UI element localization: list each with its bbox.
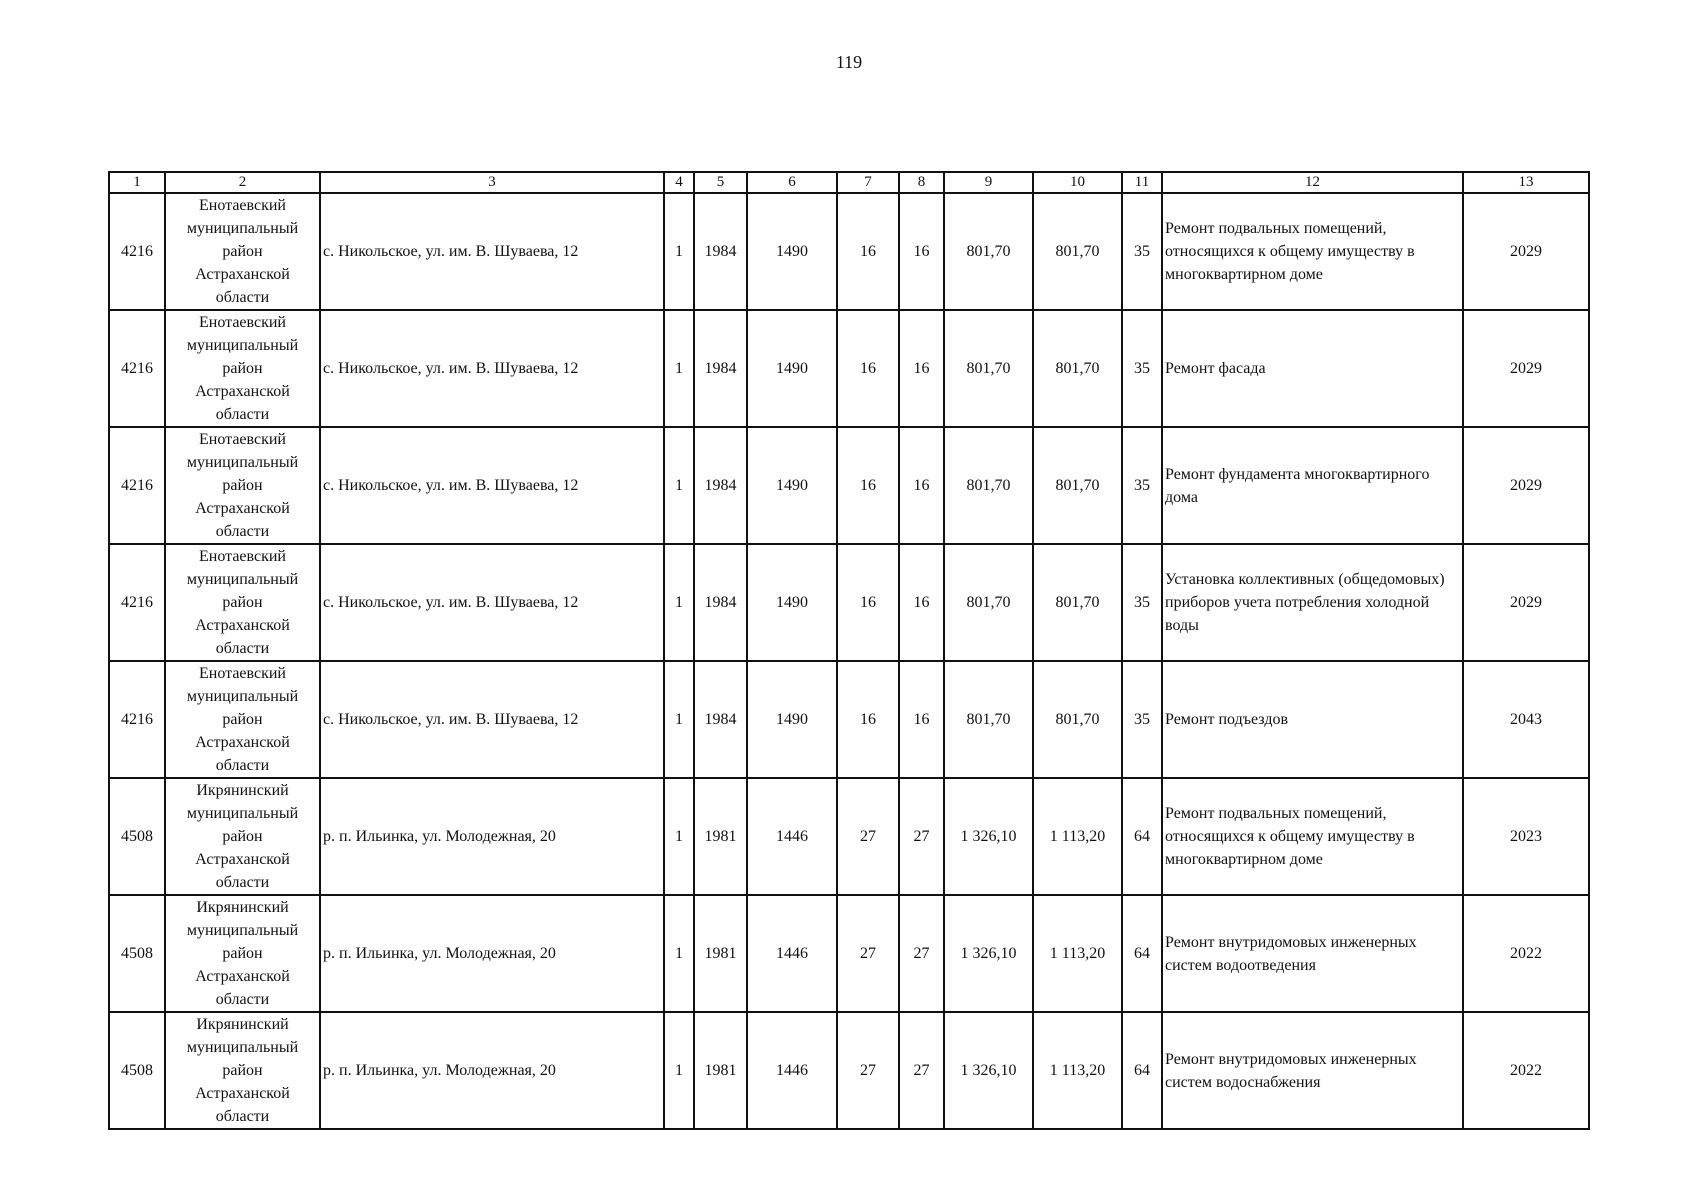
district-line: район bbox=[222, 360, 263, 377]
district-line: Енотаевский bbox=[199, 431, 286, 448]
district-line: Астраханской bbox=[195, 851, 290, 868]
address-cell: р. п. Ильинка, ул. Молодежная, 20 bbox=[320, 778, 664, 895]
planned-year-cell: 2043 bbox=[1463, 661, 1589, 778]
district-line: Икрянинский bbox=[196, 899, 289, 916]
column-6-cell: 1446 bbox=[747, 1012, 837, 1129]
district-line: области bbox=[215, 1108, 270, 1125]
column-11-cell: 64 bbox=[1122, 778, 1162, 895]
living-area-cell: 801,70 bbox=[1033, 193, 1122, 310]
district-line: муниципальный bbox=[186, 922, 299, 939]
district-cell bbox=[165, 1012, 320, 1129]
district-line: Астраханской bbox=[195, 500, 290, 517]
planned-year-cell: 2029 bbox=[1463, 544, 1589, 661]
column-8-cell: 27 bbox=[899, 778, 944, 895]
year-built-cell: 1984 bbox=[694, 310, 747, 427]
district-line: Енотаевский bbox=[199, 197, 286, 214]
total-area-cell: 1 326,10 bbox=[944, 895, 1033, 1012]
district-line: Астраханской bbox=[195, 1085, 290, 1102]
district-cell bbox=[165, 310, 320, 427]
work-type-cell: Ремонт внутридомовых инженерных систем водоотведения bbox=[1162, 895, 1463, 1012]
column-header: 4 bbox=[664, 172, 694, 193]
district-cell bbox=[165, 544, 320, 661]
column-8-cell: 16 bbox=[899, 427, 944, 544]
year-built-cell: 1984 bbox=[694, 661, 747, 778]
column-7-cell: 27 bbox=[837, 778, 899, 895]
living-area-cell: 1 113,20 bbox=[1033, 895, 1122, 1012]
column-header: 8 bbox=[899, 172, 944, 193]
column-11-cell: 35 bbox=[1122, 310, 1162, 427]
column-4-cell: 1 bbox=[664, 427, 694, 544]
column-8-cell: 16 bbox=[899, 193, 944, 310]
district-line: области bbox=[215, 523, 270, 540]
total-area-cell: 801,70 bbox=[944, 427, 1033, 544]
page-number: 119 bbox=[835, 52, 863, 72]
living-area-cell: 801,70 bbox=[1033, 661, 1122, 778]
planned-year-cell: 2029 bbox=[1463, 427, 1589, 544]
column-4-cell: 1 bbox=[664, 193, 694, 310]
living-area-cell: 801,70 bbox=[1033, 310, 1122, 427]
column-4-cell: 1 bbox=[664, 778, 694, 895]
district-line: области bbox=[215, 406, 270, 423]
living-area-cell: 801,70 bbox=[1033, 544, 1122, 661]
column-header: 2 bbox=[165, 172, 320, 193]
house-id-cell: 4508 bbox=[109, 1012, 165, 1129]
district-line: муниципальный bbox=[186, 454, 299, 471]
column-header: 12 bbox=[1162, 172, 1463, 193]
house-id-cell: 4508 bbox=[109, 895, 165, 1012]
table-row bbox=[109, 895, 1589, 1012]
year-built-cell: 1981 bbox=[694, 895, 747, 1012]
district-line: Астраханской bbox=[195, 968, 290, 985]
living-area-cell: 1 113,20 bbox=[1033, 1012, 1122, 1129]
district-cell bbox=[165, 895, 320, 1012]
district-line: муниципальный bbox=[186, 220, 299, 237]
work-type-cell: Ремонт фасада bbox=[1162, 310, 1463, 427]
work-type-cell: Установка коллективных (общедомовых) приборов учета потребления холодной воды bbox=[1162, 544, 1463, 661]
column-4-cell: 1 bbox=[664, 895, 694, 1012]
district-line: район bbox=[222, 828, 263, 845]
planned-year-cell: 2022 bbox=[1463, 1012, 1589, 1129]
year-built-cell: 1984 bbox=[694, 427, 747, 544]
column-11-cell: 64 bbox=[1122, 1012, 1162, 1129]
district-line: Енотаевский bbox=[199, 314, 286, 331]
column-4-cell: 1 bbox=[664, 1012, 694, 1129]
district-line: Енотаевский bbox=[199, 548, 286, 565]
address-cell: с. Никольское, ул. им. В. Шуваева, 12 bbox=[320, 427, 664, 544]
total-area-cell: 1 326,10 bbox=[944, 778, 1033, 895]
total-area-cell: 801,70 bbox=[944, 310, 1033, 427]
district-line: Астраханской bbox=[195, 266, 290, 283]
district-cell bbox=[165, 661, 320, 778]
district-line: район bbox=[222, 243, 263, 260]
district-line: области bbox=[215, 757, 270, 774]
work-type-cell: Ремонт внутридомовых инженерных систем водоснабжения bbox=[1162, 1012, 1463, 1129]
column-7-cell: 27 bbox=[837, 1012, 899, 1129]
column-header: 11 bbox=[1122, 172, 1162, 193]
column-8-cell: 27 bbox=[899, 1012, 944, 1129]
living-area-cell: 1 113,20 bbox=[1033, 778, 1122, 895]
column-4-cell: 1 bbox=[664, 544, 694, 661]
year-built-cell: 1981 bbox=[694, 1012, 747, 1129]
district-line: район bbox=[222, 1062, 263, 1079]
table-row bbox=[109, 1012, 1589, 1129]
column-header: 10 bbox=[1033, 172, 1122, 193]
table-row bbox=[109, 427, 1589, 544]
column-11-cell: 35 bbox=[1122, 661, 1162, 778]
column-header: 9 bbox=[944, 172, 1033, 193]
district-line: области bbox=[215, 874, 270, 891]
total-area-cell: 801,70 bbox=[944, 544, 1033, 661]
work-type-cell: Ремонт подъездов bbox=[1162, 661, 1463, 778]
address-cell: р. п. Ильинка, ул. Молодежная, 20 bbox=[320, 895, 664, 1012]
total-area-cell: 801,70 bbox=[944, 661, 1033, 778]
column-6-cell: 1446 bbox=[747, 895, 837, 1012]
district-line: район bbox=[222, 477, 263, 494]
house-id-cell: 4216 bbox=[109, 310, 165, 427]
table-row bbox=[109, 310, 1589, 427]
column-number-row bbox=[109, 172, 1589, 193]
table-row bbox=[109, 544, 1589, 661]
district-line: области bbox=[215, 991, 270, 1008]
address-cell: р. п. Ильинка, ул. Молодежная, 20 bbox=[320, 1012, 664, 1129]
column-6-cell: 1446 bbox=[747, 778, 837, 895]
year-built-cell: 1981 bbox=[694, 778, 747, 895]
living-area-cell: 801,70 bbox=[1033, 427, 1122, 544]
table-body bbox=[109, 193, 1589, 1129]
district-cell bbox=[165, 778, 320, 895]
district-line: муниципальный bbox=[186, 1039, 299, 1056]
work-type-cell: Ремонт подвальных помещений, относящихся к общему имуществу в многоквартирном доме bbox=[1162, 778, 1463, 895]
column-7-cell: 16 bbox=[837, 427, 899, 544]
column-header: 3 bbox=[320, 172, 664, 193]
district-line: муниципальный bbox=[186, 805, 299, 822]
district-line: муниципальный bbox=[186, 688, 299, 705]
address-cell: с. Никольское, ул. им. В. Шуваева, 12 bbox=[320, 544, 664, 661]
column-7-cell: 16 bbox=[837, 310, 899, 427]
column-7-cell: 16 bbox=[837, 544, 899, 661]
year-built-cell: 1984 bbox=[694, 193, 747, 310]
district-line: области bbox=[215, 289, 270, 306]
address-cell: с. Никольское, ул. им. В. Шуваева, 12 bbox=[320, 193, 664, 310]
column-6-cell: 1490 bbox=[747, 310, 837, 427]
column-header: 1 bbox=[109, 172, 165, 193]
column-11-cell: 35 bbox=[1122, 427, 1162, 544]
column-header: 5 bbox=[694, 172, 747, 193]
address-cell: с. Никольское, ул. им. В. Шуваева, 12 bbox=[320, 310, 664, 427]
column-6-cell: 1490 bbox=[747, 544, 837, 661]
planned-year-cell: 2023 bbox=[1463, 778, 1589, 895]
repair-program-table bbox=[108, 171, 1590, 1130]
column-11-cell: 35 bbox=[1122, 544, 1162, 661]
column-4-cell: 1 bbox=[664, 661, 694, 778]
column-6-cell: 1490 bbox=[747, 661, 837, 778]
column-8-cell: 16 bbox=[899, 310, 944, 427]
house-id-cell: 4216 bbox=[109, 661, 165, 778]
address-cell: с. Никольское, ул. им. В. Шуваева, 12 bbox=[320, 661, 664, 778]
column-4-cell: 1 bbox=[664, 310, 694, 427]
column-11-cell: 35 bbox=[1122, 193, 1162, 310]
total-area-cell: 801,70 bbox=[944, 193, 1033, 310]
column-8-cell: 27 bbox=[899, 895, 944, 1012]
district-line: Астраханской bbox=[195, 617, 290, 634]
district-line: муниципальный bbox=[186, 571, 299, 588]
column-11-cell: 64 bbox=[1122, 895, 1162, 1012]
total-area-cell: 1 326,10 bbox=[944, 1012, 1033, 1129]
planned-year-cell: 2029 bbox=[1463, 193, 1589, 310]
column-7-cell: 16 bbox=[837, 661, 899, 778]
work-type-cell: Ремонт фундамента многоквартирного дома bbox=[1162, 427, 1463, 544]
column-header: 13 bbox=[1463, 172, 1589, 193]
district-line: Астраханской bbox=[195, 383, 290, 400]
table-row bbox=[109, 193, 1589, 310]
year-built-cell: 1984 bbox=[694, 544, 747, 661]
district-line: муниципальный bbox=[186, 337, 299, 354]
house-id-cell: 4216 bbox=[109, 427, 165, 544]
table-row bbox=[109, 778, 1589, 895]
planned-year-cell: 2029 bbox=[1463, 310, 1589, 427]
column-6-cell: 1490 bbox=[747, 427, 837, 544]
planned-year-cell: 2022 bbox=[1463, 895, 1589, 1012]
district-line: район bbox=[222, 945, 263, 962]
column-7-cell: 16 bbox=[837, 193, 899, 310]
column-8-cell: 16 bbox=[899, 661, 944, 778]
house-id-cell: 4508 bbox=[109, 778, 165, 895]
district-cell bbox=[165, 193, 320, 310]
column-6-cell: 1490 bbox=[747, 193, 837, 310]
district-line: район bbox=[222, 594, 263, 611]
column-8-cell: 16 bbox=[899, 544, 944, 661]
column-7-cell: 27 bbox=[837, 895, 899, 1012]
house-id-cell: 4216 bbox=[109, 544, 165, 661]
district-line: Икрянинский bbox=[196, 1016, 289, 1033]
district-line: области bbox=[215, 640, 270, 657]
district-line: Астраханской bbox=[195, 734, 290, 751]
district-line: Енотаевский bbox=[199, 665, 286, 682]
table-row bbox=[109, 661, 1589, 778]
column-header: 7 bbox=[837, 172, 899, 193]
work-type-cell: Ремонт подвальных помещений, относящихся к общему имуществу в многоквартирном доме bbox=[1162, 193, 1463, 310]
district-line: Икрянинский bbox=[196, 782, 289, 799]
district-cell bbox=[165, 427, 320, 544]
column-header: 6 bbox=[747, 172, 837, 193]
district-line: район bbox=[222, 711, 263, 728]
house-id-cell: 4216 bbox=[109, 193, 165, 310]
